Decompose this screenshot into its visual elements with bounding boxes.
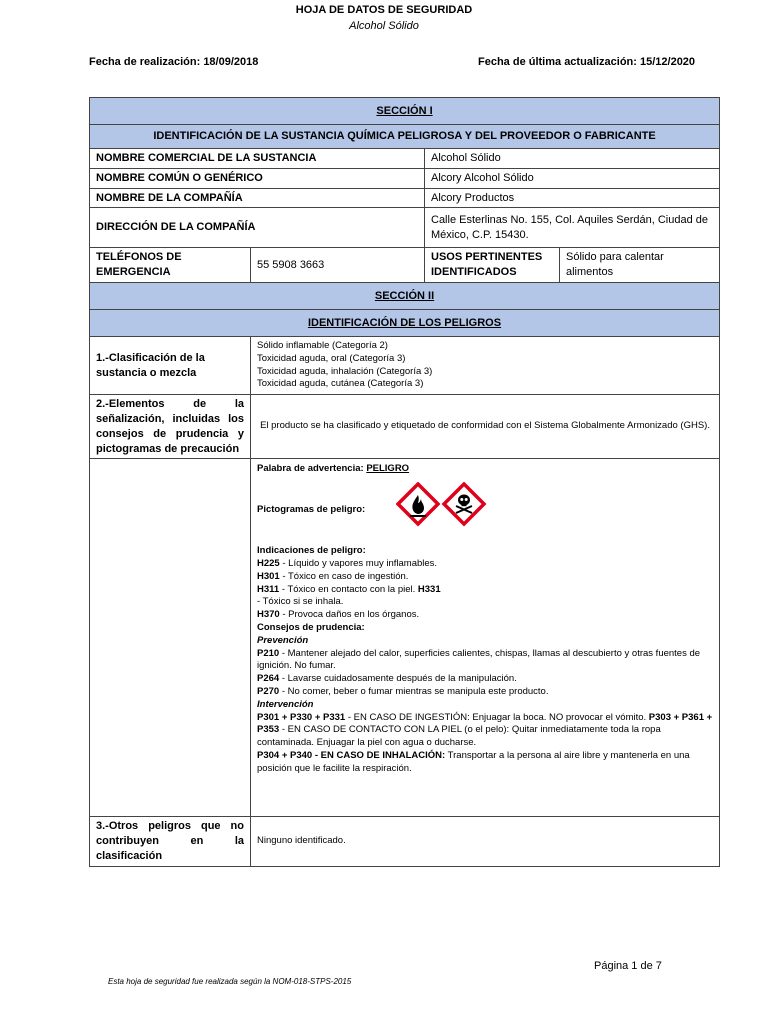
signal-word: PELIGRO: [366, 463, 410, 475]
company-address-label: DIRECCIÓN DE LA COMPAÑÍA: [90, 208, 425, 248]
trade-name-value: Alcohol Sólido: [425, 148, 720, 168]
identified-uses-value: Sólido para calentar alimentos: [560, 248, 720, 283]
p210-text: - Mantener alejado del calor, superficies calientes, chispas, llamas al descubierto y otras fuentes de ignición. No fumar.: [257, 647, 701, 672]
label-elements-label: 2.-Elementos de la señalización, incluidas los consejos de prudencia y pictogramas de precaución: [90, 395, 251, 459]
classification-list: [251, 337, 720, 395]
section-1-title: SECCIÓN I: [90, 98, 720, 125]
h331-text: - Tóxico si se inhala.: [257, 596, 344, 608]
h370-text: - Provoca daños en los órganos.: [279, 609, 420, 621]
company-name-value: Alcory Productos: [425, 188, 720, 208]
p301-code: P301 + P330 + P331: [257, 711, 346, 723]
section-2-heading: IDENTIFICACIÓN DE LOS PELIGROS: [90, 310, 720, 337]
classification-item: Toxicidad aguda, cutánea (Categoría 3): [257, 378, 424, 390]
h225-code: H225: [257, 557, 280, 569]
pictograms-label: Pictogramas de peligro:: [257, 504, 366, 516]
classification-item: Toxicidad aguda, oral (Categoría 3): [257, 352, 406, 364]
common-name-label: NOMBRE COMÚN O GENÉRICO: [90, 168, 425, 188]
h225-text: - Líquido y vapores muy inflamables.: [279, 557, 438, 569]
identified-uses-label: USOS PERTINENTES IDENTIFICADOS: [425, 248, 560, 283]
p304-text: Transportar a la persona al aire libre y mantenerla en una posición que le facilite la respiración.: [257, 750, 690, 774]
precautionary-label: Consejos de prudencia:: [257, 621, 365, 633]
trade-name-label: NOMBRE COMERCIAL DE LA SUSTANCIA: [90, 148, 425, 168]
p303-code: P303 + P361 + P353: [257, 711, 713, 736]
update-date: Fecha de última actualización: 15/12/2020: [478, 56, 696, 68]
p303-text: - EN CASO DE CONTACTO CON LA PIEL (o el pelo): Quitar inmediatamente toda la ropa contaminada. Enjuagar la piel con agua o ducharse.: [257, 724, 661, 749]
p270-text: - No comer, beber o fumar mientras se manipula este producto.: [279, 686, 549, 697]
p301-text: - EN CASO DE INGESTIÓN: Enjuagar la boca. NO provocar el vómito.: [345, 711, 649, 723]
other-hazards-label: 3.-Otros peligros que no contribuyen en la clasificación: [90, 817, 251, 867]
emergency-phone-label: TELÉFONOS DE EMERGENCIA: [90, 248, 251, 283]
p264-text: - Lavarse cuidadosamente después de la manipulación.: [279, 673, 517, 685]
h311-text: - Tóxico en contacto con la piel.: [279, 583, 418, 595]
footer-note: Esta hoja de seguridad fue realizada según la NOM-018-STPS-2015: [108, 977, 352, 986]
document-title: HOJA DE DATOS DE SEGURIDAD: [295, 4, 473, 16]
h301-text: - Tóxico en caso de ingestión.: [279, 570, 409, 582]
intervention-label: Intervención: [257, 698, 314, 710]
classification-label: 1.-Clasificación de la sustancia o mezcla: [90, 337, 251, 395]
classification-item: Sólido inflamable (Categoría 2): [257, 339, 388, 351]
h370-code: H370: [257, 609, 280, 621]
h331-code: H331: [417, 583, 441, 595]
document-subtitle: Alcohol Sólido: [349, 20, 419, 32]
label-elements-value: El producto se ha clasificado y etiquetado de conformidad con el Sistema Globalmente Armonizado (GHS).: [251, 395, 720, 459]
safety-data-table: [89, 97, 720, 867]
p210-code: P210: [257, 647, 280, 659]
section-2-title: SECCIÓN II: [90, 283, 720, 310]
creation-date: Fecha de realización: 18/09/2018: [89, 56, 259, 68]
common-name-value: Alcory Alcohol Sólido: [425, 168, 720, 188]
hazard-details-empty-cell: [90, 459, 251, 817]
h301-code: H301: [257, 570, 280, 582]
hazard-details: [251, 459, 720, 817]
classification-item: Toxicidad aguda, inhalación (Categoría 3): [257, 365, 433, 377]
p270-code: P270: [257, 686, 280, 697]
company-address-value: Calle Esterlinas No. 155, Col. Aquiles Serdán, Ciudad de México, C.P. 15430.: [425, 208, 720, 248]
skull-crossbones-pictogram-icon: [444, 484, 484, 524]
other-hazards-value: Ninguno identificado.: [251, 817, 720, 867]
pictograms: [396, 482, 488, 537]
company-name-label: NOMBRE DE LA COMPAÑÍA: [90, 188, 425, 208]
signal-word-label: Palabra de advertencia:: [257, 463, 364, 475]
section-1-heading: IDENTIFICACIÓN DE LA SUSTANCIA QUÍMICA PELIGROSA Y DEL PROVEEDOR O FABRICANTE: [90, 125, 720, 149]
p304-code: P304 + P340 - EN CASO DE INHALACIÓN:: [257, 750, 446, 762]
hazard-statements-label: Indicaciones de peligro:: [257, 545, 366, 557]
emergency-phone-value: 55 5908 3663: [251, 248, 425, 283]
flame-pictogram-icon: [398, 484, 438, 524]
page-number: Página 1 de 7: [594, 960, 662, 972]
prevention-label: Prevención: [257, 634, 309, 646]
p264-code: P264: [257, 673, 280, 685]
h311-code: H311: [257, 583, 280, 595]
